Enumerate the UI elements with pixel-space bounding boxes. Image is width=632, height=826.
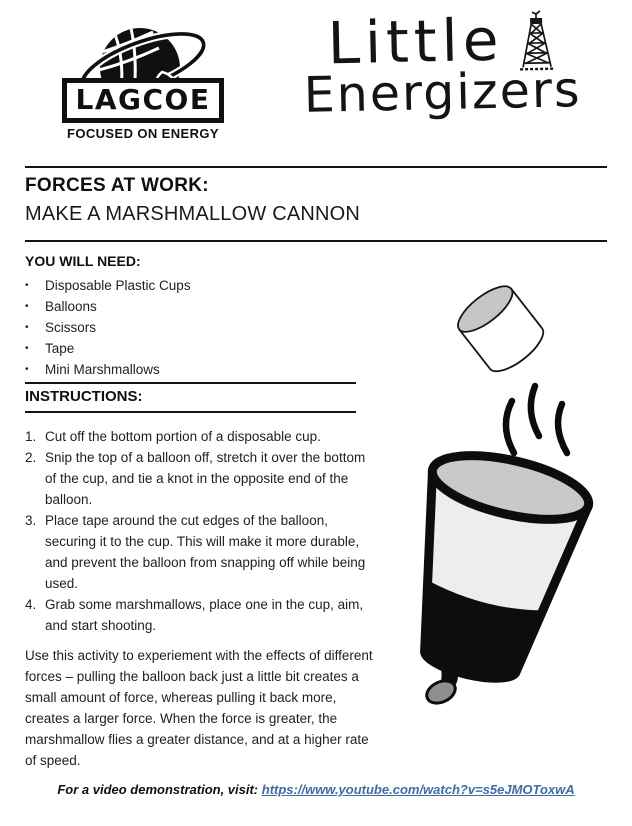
material-label: Mini Marshmallows [45,362,160,377]
material-label: Tape [45,341,75,356]
step-text: Snip the top of a balloon off, stretch it over the bottom of the cup, and tie a knot in the opposite end of the balloon. [45,450,366,507]
list-item [25,275,377,296]
list-item [25,447,377,510]
bullet-icon: • [25,364,29,375]
page-subtitle: MAKE A MARSHMALLOW CANNON [25,203,361,225]
step-number: 4. [25,597,37,612]
list-item [25,594,377,636]
marshmallow-icon [451,279,550,380]
material-label: Disposable Plastic Cups [45,278,191,293]
instructions-list [25,426,377,636]
step-text: Cut off the bottom portion of a disposable cup. [45,429,321,444]
motion-lines-icon [506,386,567,453]
brand-word-energizers: Energizers [303,61,583,124]
step-number: 2. [25,450,37,465]
list-item [25,510,377,594]
list-item [25,296,377,317]
lagcoe-logo [55,22,231,141]
material-label: Scissors [45,320,97,335]
page-title: FORCES AT WORK: [25,175,209,196]
balloon-cup-cannon-icon [389,443,594,692]
video-link[interactable]: https://www.youtube.com/watch?v=s5eJMOToxwA [261,782,575,797]
list-item [25,317,377,338]
divider-below-instructions [25,411,356,413]
materials-heading: YOU WILL NEED: [25,253,141,269]
discussion-paragraph: Use this activity to experiement with the effects of different forces – pulling the balloon back just a little bit creates a small amount of force, whereas pulling it back more, creates a larger force. When the force is greater, the marshmallow flies a greater distance, and at a higher rate of speed. [25,648,373,768]
lagcoe-wordmark: LAGCOE [62,78,225,123]
footer [0,782,632,797]
step-text: Grab some marshmallows, place one in the cup, aim, and start shooting. [45,597,364,633]
divider-top [25,166,607,168]
bullet-icon: • [25,280,29,291]
materials-list [25,275,377,380]
lagcoe-tagline: FOCUSED ON ENERGY [67,126,219,142]
step-text: Place tape around the cut edges of the balloon, securing it to the cup. This will make it more durable, and prevent the balloon from snapping off while being used. [45,513,366,591]
bullet-icon: • [25,343,29,354]
step-number: 3. [25,513,37,528]
bullet-icon: • [25,322,29,333]
divider-above-instructions [25,382,356,384]
instructions-heading: INSTRUCTIONS: [25,388,143,405]
list-item [25,359,377,380]
bullet-icon: • [25,301,29,312]
list-item [25,338,377,359]
list-item [25,426,377,447]
marshmallow-cannon-illustration [388,260,632,760]
little-energizers-title [263,5,621,124]
footer-label: For a video demonstration, visit: [57,782,259,797]
brand-word-little: Little [326,5,505,78]
divider-under-title [25,240,607,242]
step-number: 1. [25,429,37,444]
material-label: Balloons [45,299,97,314]
